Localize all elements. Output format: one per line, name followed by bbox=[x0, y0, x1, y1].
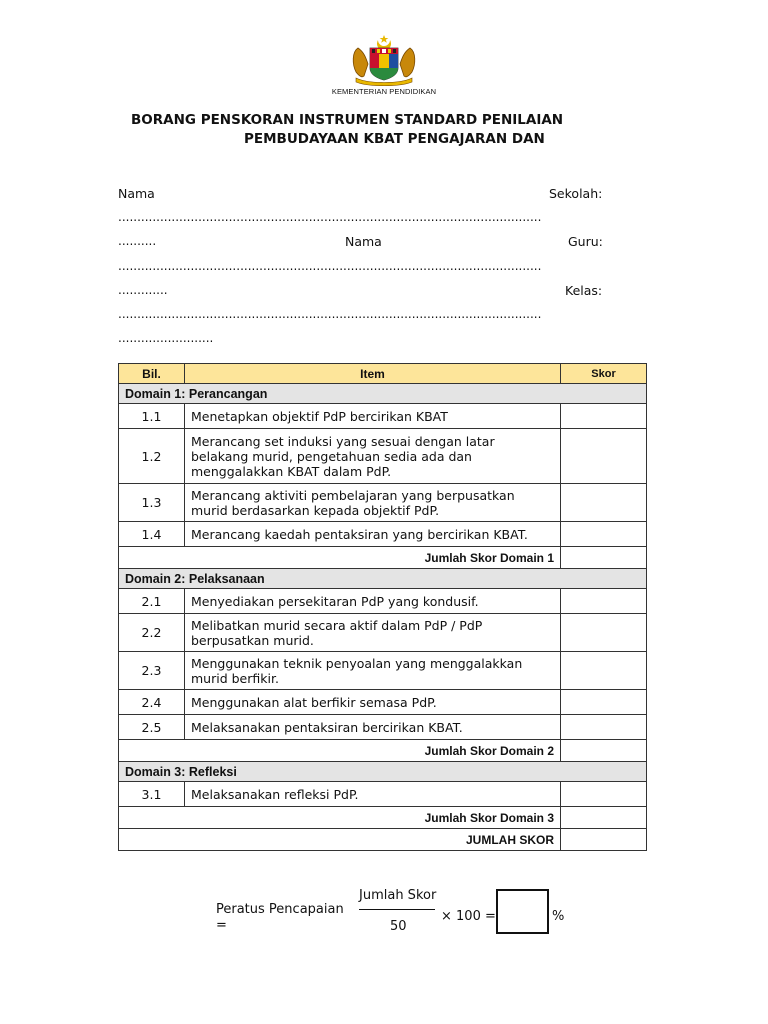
kelas-fill-line-tail[interactable]: ......................... bbox=[118, 331, 214, 345]
table-row bbox=[119, 522, 647, 547]
fraction-bar bbox=[359, 909, 435, 910]
bil-cell: 1.3 bbox=[119, 484, 185, 522]
domain-3-total-row bbox=[119, 807, 647, 829]
formula-numerator: Jumlah Skor bbox=[359, 888, 437, 903]
table-row bbox=[119, 404, 647, 429]
skor-cell[interactable] bbox=[561, 484, 647, 522]
item-cell: Melaksanakan refleksi PdP. bbox=[185, 782, 561, 807]
domain-2-title: Domain 2: Pelaksanaan bbox=[119, 569, 647, 589]
skor-cell[interactable] bbox=[561, 404, 647, 429]
skor-cell[interactable] bbox=[561, 429, 647, 484]
nama-guru-label-b: Guru: bbox=[568, 234, 603, 249]
table-row bbox=[119, 652, 647, 690]
domain-2-row bbox=[119, 569, 647, 589]
guru-fill-line[interactable]: ............................................................................................................... bbox=[118, 259, 542, 273]
item-cell: Melaksanakan pentaksiran bercirikan KBAT. bbox=[185, 715, 561, 740]
skor-cell[interactable] bbox=[561, 652, 647, 690]
domain-3-total-cell[interactable] bbox=[561, 807, 647, 829]
formula-label-line-1: Peratus Pencapaian bbox=[216, 902, 344, 917]
bil-cell: 2.2 bbox=[119, 614, 185, 652]
item-cell: Menggunakan teknik penyoalan yang menggalakkan murid berfikir. bbox=[185, 652, 561, 690]
domain-2-total-label: Jumlah Skor Domain 2 bbox=[119, 740, 561, 762]
item-cell: Menyediakan persekitaran PdP yang kondusif. bbox=[185, 589, 561, 614]
item-cell: Merancang aktiviti pembelajaran yang berpusatkan murid berdasarkan kepada objektif PdP. bbox=[185, 484, 561, 522]
skor-cell[interactable] bbox=[561, 589, 647, 614]
grand-total-cell[interactable] bbox=[561, 829, 647, 851]
kelas-label: Kelas: bbox=[565, 283, 603, 298]
item-cell: Merancang set induksi yang sesuai dengan latar belakang murid, pengetahuan sedia ada dan menggalakkan KBAT dalam PdP. bbox=[185, 429, 561, 484]
ministry-name: KEMENTERIAN PENDIDIKAN bbox=[331, 87, 437, 96]
table-row bbox=[119, 715, 647, 740]
skor-cell[interactable] bbox=[561, 522, 647, 547]
form-title-line-2: PEMBUDAYAAN KBAT PENGAJARAN DAN bbox=[244, 131, 545, 147]
item-cell: Menggunakan alat berfikir semasa PdP. bbox=[185, 690, 561, 715]
bil-cell: 1.2 bbox=[119, 429, 185, 484]
domain-3-total-label: Jumlah Skor Domain 3 bbox=[119, 807, 561, 829]
skor-cell[interactable] bbox=[561, 690, 647, 715]
sekolah-label: Sekolah: bbox=[549, 186, 603, 201]
table-row bbox=[119, 429, 647, 484]
percent-sign: % bbox=[552, 909, 565, 924]
nama-guru-label-a: Nama bbox=[345, 234, 382, 249]
formula-label-line-2: = bbox=[216, 918, 227, 933]
domain-2-total-row bbox=[119, 740, 647, 762]
grand-total-label: JUMLAH SKOR bbox=[119, 829, 561, 851]
table-row bbox=[119, 782, 647, 807]
domain-1-total-cell[interactable] bbox=[561, 547, 647, 569]
formula-denominator: 50 bbox=[390, 919, 407, 934]
skor-cell[interactable] bbox=[561, 614, 647, 652]
table-row bbox=[119, 690, 647, 715]
nama-label: Nama bbox=[118, 186, 155, 201]
domain-1-title: Domain 1: Perancangan bbox=[119, 384, 647, 404]
score-table bbox=[118, 363, 647, 851]
malaysia-crest-icon bbox=[348, 34, 420, 86]
domain-3-row bbox=[119, 762, 647, 782]
percentage-result-box[interactable] bbox=[496, 889, 549, 934]
bil-cell: 1.1 bbox=[119, 404, 185, 429]
sekolah-fill-line-tail[interactable]: .......... bbox=[118, 234, 157, 248]
skor-header: Skor bbox=[561, 364, 647, 384]
bil-cell: 3.1 bbox=[119, 782, 185, 807]
item-cell: Melibatkan murid secara aktif dalam PdP / PdP berpusatkan murid. bbox=[185, 614, 561, 652]
domain-1-total-row bbox=[119, 547, 647, 569]
bil-cell: 2.5 bbox=[119, 715, 185, 740]
guru-fill-line-tail[interactable]: ............. bbox=[118, 283, 168, 297]
bil-cell: 2.4 bbox=[119, 690, 185, 715]
item-cell: Merancang kaedah pentaksiran yang bercirikan KBAT. bbox=[185, 522, 561, 547]
bil-cell: 1.4 bbox=[119, 522, 185, 547]
item-header: Item bbox=[185, 364, 561, 384]
grand-total-row bbox=[119, 829, 647, 851]
bil-header: Bil. bbox=[119, 364, 185, 384]
bil-cell: 2.1 bbox=[119, 589, 185, 614]
domain-3-title: Domain 3: Refleksi bbox=[119, 762, 647, 782]
domain-2-total-cell[interactable] bbox=[561, 740, 647, 762]
domain-1-total-label: Jumlah Skor Domain 1 bbox=[119, 547, 561, 569]
item-cell: Menetapkan objektif PdP bercirikan KBAT bbox=[185, 404, 561, 429]
bil-cell: 2.3 bbox=[119, 652, 185, 690]
sekolah-fill-line[interactable]: ............................................................................................................... bbox=[118, 210, 542, 224]
table-row bbox=[119, 614, 647, 652]
table-row bbox=[119, 589, 647, 614]
skor-cell[interactable] bbox=[561, 715, 647, 740]
formula-multiplier: × 100 = bbox=[441, 909, 496, 924]
table-header-row bbox=[119, 364, 647, 384]
form-title-line-1: BORANG PENSKORAN INSTRUMEN STANDARD PENILAIAN bbox=[131, 112, 564, 128]
skor-cell[interactable] bbox=[561, 782, 647, 807]
table-row bbox=[119, 484, 647, 522]
domain-1-row bbox=[119, 384, 647, 404]
kelas-fill-line[interactable]: ............................................................................................................... bbox=[118, 307, 542, 321]
